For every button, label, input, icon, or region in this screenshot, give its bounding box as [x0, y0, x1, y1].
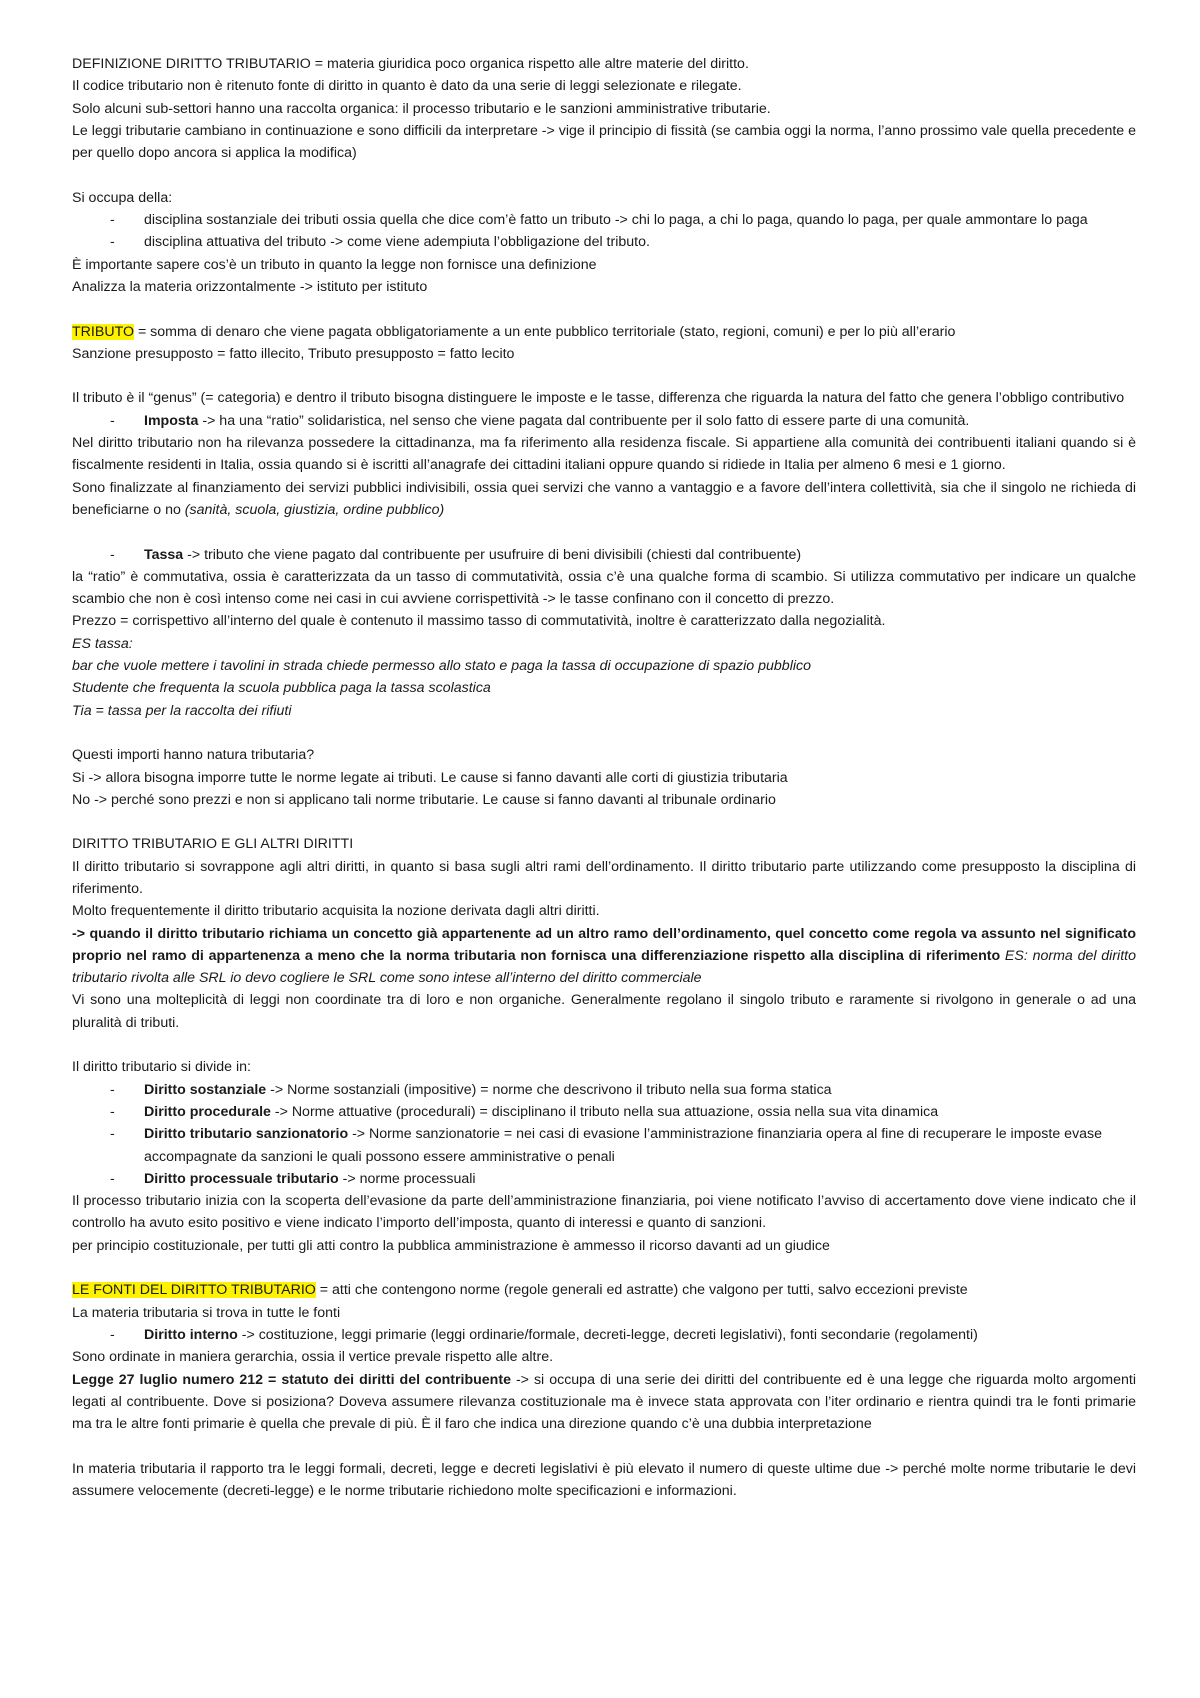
- paragraph: Questi importi hanno natura tributaria?: [72, 747, 315, 764]
- paragraph: In materia tributaria il rapporto tra le leggi formali, decreti, legge e decreti legislativi è più elevato il numero di queste ultime due -> perché molte norme tributarie le devi assumere velocemente (decreti-legge) e le norme tributarie richiedono molte specificazioni e informazioni.: [72, 1460, 1136, 1499]
- paragraph: [72, 1279, 1136, 1301]
- paragraph: Sono ordinate in maniera gerarchia, ossia il vertice prevale rispetto alle altre.: [72, 1349, 554, 1366]
- list-item-text: disciplina sostanziale dei tributi ossia quella che dice com’è fatto un tributo -> chi lo paga, a chi lo paga, quando lo paga, per quale ammontare lo paga: [144, 212, 1088, 229]
- bullet-dash: -: [110, 1103, 115, 1120]
- definition-text: = atti che contengono norme (regole generali ed astratte) che valgono per tutti, salvo eccezioni previste: [315, 1282, 968, 1299]
- bold-text: Legge 27 luglio numero 212 = statuto dei diritti del contribuente: [72, 1371, 511, 1388]
- paragraph: Le leggi tributarie cambiano in continuazione e sono difficili da interpretare -> vige il principio di fissità (se cambia oggi la norma, l’anno prossimo vale quella precedente e per quello dopo ancora si applica la modifica): [72, 122, 1136, 162]
- paragraph: la “ratio” è commutativa, ossia è caratterizzata da un tasso di commutatività, ossia c’è una qualche forma di scambio. Si utilizza commutativo per indicare un qualche scambio che non è così intenso come nei casi in cui avviene corrispettività -> le tasse confinano con il concetto di prezzo.: [72, 568, 1136, 608]
- paragraph: Analizza la materia orizzontalmente -> istituto per istituto: [72, 278, 428, 295]
- definition-text: = somma di denaro che viene pagata obbligatoriamente a un ente pubblico territoriale (stato, regioni, comuni) e per lo più all’erario: [134, 323, 956, 340]
- list-item-bold: Diritto processuale tributario: [144, 1170, 339, 1187]
- list-item-bold: Diritto sostanziale: [144, 1081, 267, 1098]
- example-text: ES tassa:: [72, 635, 133, 652]
- bold-text: -> quando il diritto tributario richiama un concetto già appartenente ad un altro ramo dell’ordinamento, quel concetto come regola va assunto nel significato proprio nel ramo di appartenenza a meno che la norma tributaria non fornisca una differenziazione rispetto alla disciplina di riferimento: [72, 925, 1136, 964]
- bullet-dash: -: [110, 1170, 115, 1187]
- list-item: [72, 410, 1136, 432]
- list-item-bold: Diritto procedurale: [144, 1103, 271, 1120]
- bullet-dash: -: [110, 212, 115, 229]
- paragraph-text: -> si occupa di una serie dei diritti del contribuente ed è una legge che riguarda molto argomenti legati al contribuente. Dove si posiziona? Doveva assumere rilevanza costituzionale ma è invece stata approvata con l’iter ordinario e rientra quindi tra le fonti primarie ma tra le altre fonti primarie è quella che prevale di più. È il faro che indica una direzione quando c’è una dubbia interpretazione: [72, 1371, 1136, 1433]
- paragraph: Molto frequentemente il diritto tributario acquisita la nozione derivata dagli altri diritti.: [72, 903, 600, 920]
- highlighted-term: TRIBUTO: [72, 323, 135, 340]
- list-item-text: -> tributo che viene pagato dal contribuente per usufruire di beni divisibili (chiesti dal contribuente): [183, 546, 802, 563]
- bullet-dash: -: [110, 546, 115, 563]
- list-item: [72, 1079, 1136, 1101]
- example-text: Tia = tassa per la raccolta dei rifiuti: [72, 702, 292, 719]
- bullet-dash: -: [110, 1081, 115, 1098]
- bullet-dash: -: [110, 1326, 115, 1343]
- list-item-text: -> Norme attuative (procedurali) = disciplinano il tributo nella sua attuazione, ossia nella sua vita dinamica: [270, 1103, 939, 1120]
- paragraph-text: Sono finalizzate al finanziamento dei servizi pubblici indivisibili, ossia quei servizi che vanno a vantaggio e a favore dell’intera collettività, sia che il singolo ne richieda di beneficiarne o no: [72, 479, 1136, 518]
- list-item: [72, 544, 1136, 566]
- paragraph: Il codice tributario non è ritenuto fonte di diritto in quanto è dato da una serie di leggi selezionate e rilegate.: [72, 78, 742, 95]
- example-line: [72, 677, 1136, 699]
- paragraph: [72, 477, 1136, 522]
- paragraph: La materia tributaria si trova in tutte le fonti: [72, 1304, 341, 1321]
- paragraph: Si -> allora bisogna imporre tutte le norme legate ai tributi. Le cause si fanno davanti alle corti di giustizia tributaria: [72, 769, 788, 786]
- paragraph: Si occupa della:: [72, 189, 173, 206]
- paragraph: per principio costituzionale, per tutti gli atti contro la pubblica amministrazione è ammesso il ricorso davanti ad un giudice: [72, 1237, 830, 1254]
- paragraph: Il tributo è il “genus” (= categoria) e dentro il tributo bisogna distinguere le imposte e le tasse, differenza che riguarda la natura del fatto che genera l’obbligo contributivo: [72, 390, 1125, 407]
- list-item: [72, 1123, 1136, 1168]
- italic-example: (sanità, scuola, giustizia, ordine pubblico): [184, 501, 445, 518]
- list-item: [72, 1168, 1136, 1190]
- italic-example: ES: norma del diritto tributario rivolta alle SRL io devo cogliere le SRL come sono intese all’interno del diritto commerciale: [72, 947, 1136, 987]
- paragraph: [72, 321, 1136, 343]
- paragraph: Vi sono una molteplicità di leggi non coordinate tra di loro e non organiche. Generalmente regolano il singolo tributo e raramente si rivolgono in generale o ad una pluralità di tributi.: [72, 992, 1136, 1031]
- example-line: [72, 633, 1136, 655]
- section-heading: DIRITTO TRIBUTARIO E GLI ALTRI DIRITTI: [72, 836, 354, 853]
- bullet-dash: -: [110, 234, 115, 251]
- list-item-text: -> costituzione, leggi primarie (leggi ordinarie/formale, decreti-legge, decreti legislativi), fonti secondarie (regolamenti): [237, 1326, 978, 1343]
- paragraph: [72, 923, 1136, 990]
- highlighted-term: LE FONTI DEL DIRITTO TRIBUTARIO: [72, 1282, 316, 1299]
- document-page: [72, 53, 1136, 1502]
- list-item-bold: Imposta: [144, 412, 199, 429]
- example-text: Studente che frequenta la scuola pubblica paga la tassa scolastica: [72, 680, 491, 697]
- paragraph: Il diritto tributario si divide in:: [72, 1059, 251, 1076]
- paragraph: Prezzo = corrispettivo all’interno del quale è contenuto il massimo tasso di commutatività, inoltre è caratterizzato dalla negozialità.: [72, 613, 886, 630]
- paragraph: Il diritto tributario si sovrappone agli altri diritti, in quanto si basa sugli altri rami dell’ordinamento. Il diritto tributario parte utilizzando come presupposto la disciplina di riferimento.: [72, 858, 1136, 897]
- bullet-dash: -: [110, 412, 115, 429]
- paragraph: Solo alcuni sub-settori hanno una raccolta organica: il processo tributario e le sanzioni amministrative tributarie.: [72, 100, 771, 117]
- example-line: [72, 700, 1136, 722]
- list-item: [72, 1101, 1136, 1123]
- paragraph: Il processo tributario inizia con la scoperta dell’evasione da parte dell’amministrazione finanziaria, poi viene notificato l’avviso di accertamento dove viene indicato che il controllo ha avuto esito positivo e viene indicato l’importo dell’imposta, quanto di interessi e quanto di sanzioni.: [72, 1193, 1136, 1232]
- paragraph: Sanzione presupposto = fatto illecito, Tributo presupposto = fatto lecito: [72, 345, 515, 362]
- list-item-bold: Diritto tributario sanzionatorio: [144, 1126, 349, 1143]
- list-item-text: -> ha una “ratio” solidaristica, nel senso che viene pagata dal contribuente per il solo fatto di essere parte di una comunità.: [198, 412, 970, 429]
- list-item-text: disciplina attuativa del tributo -> come viene adempiuta l’obbligazione del tributo.: [144, 234, 650, 251]
- list-item: [72, 209, 1136, 231]
- list-item-bold: Diritto interno: [144, 1326, 238, 1343]
- list-item: [72, 231, 1136, 253]
- example-line: [72, 655, 1136, 677]
- bullet-dash: -: [110, 1126, 115, 1143]
- list-item: [72, 1324, 1136, 1346]
- example-text: bar che vuole mettere i tavolini in strada chiede permesso allo stato e paga la tassa di occupazione di spazio pubblico: [72, 658, 811, 675]
- paragraph: È importante sapere cos’è un tributo in quanto la legge non fornisce una definizione: [72, 256, 597, 273]
- list-item-bold: Tassa: [144, 546, 184, 563]
- paragraph: No -> perché sono prezzi e non si applicano tali norme tributarie. Le cause si fanno davanti al tribunale ordinario: [72, 791, 776, 808]
- list-item-text: -> norme processuali: [338, 1170, 476, 1187]
- list-item-text: -> Norme sostanziali (impositive) = norme che descrivono il tributo nella sua forma statica: [266, 1081, 832, 1098]
- paragraph: [72, 1369, 1136, 1436]
- list-item-text: -> Norme sanzionatorie = nei casi di evasione l’amministrazione finanziaria opera al fine di recuperare le imposte evase accompagnate da sanzioni le quali possono essere amministrative o penali: [144, 1126, 1103, 1165]
- heading-definizione: DEFINIZIONE DIRITTO TRIBUTARIO = materia giuridica poco organica rispetto alle altre materie del diritto.: [72, 56, 749, 72]
- paragraph: Nel diritto tributario non ha rilevanza possedere la cittadinanza, ma fa riferimento alla residenza fiscale. Si appartiene alla comunità dei contribuenti italiani quando si è fiscalmente residenti in Italia, ossia quando si è iscritti all’anagrafe dei cittadini italiani oppure quando si ridiede in Italia per almeno 6 mesi e 1 giorno.: [72, 435, 1136, 474]
